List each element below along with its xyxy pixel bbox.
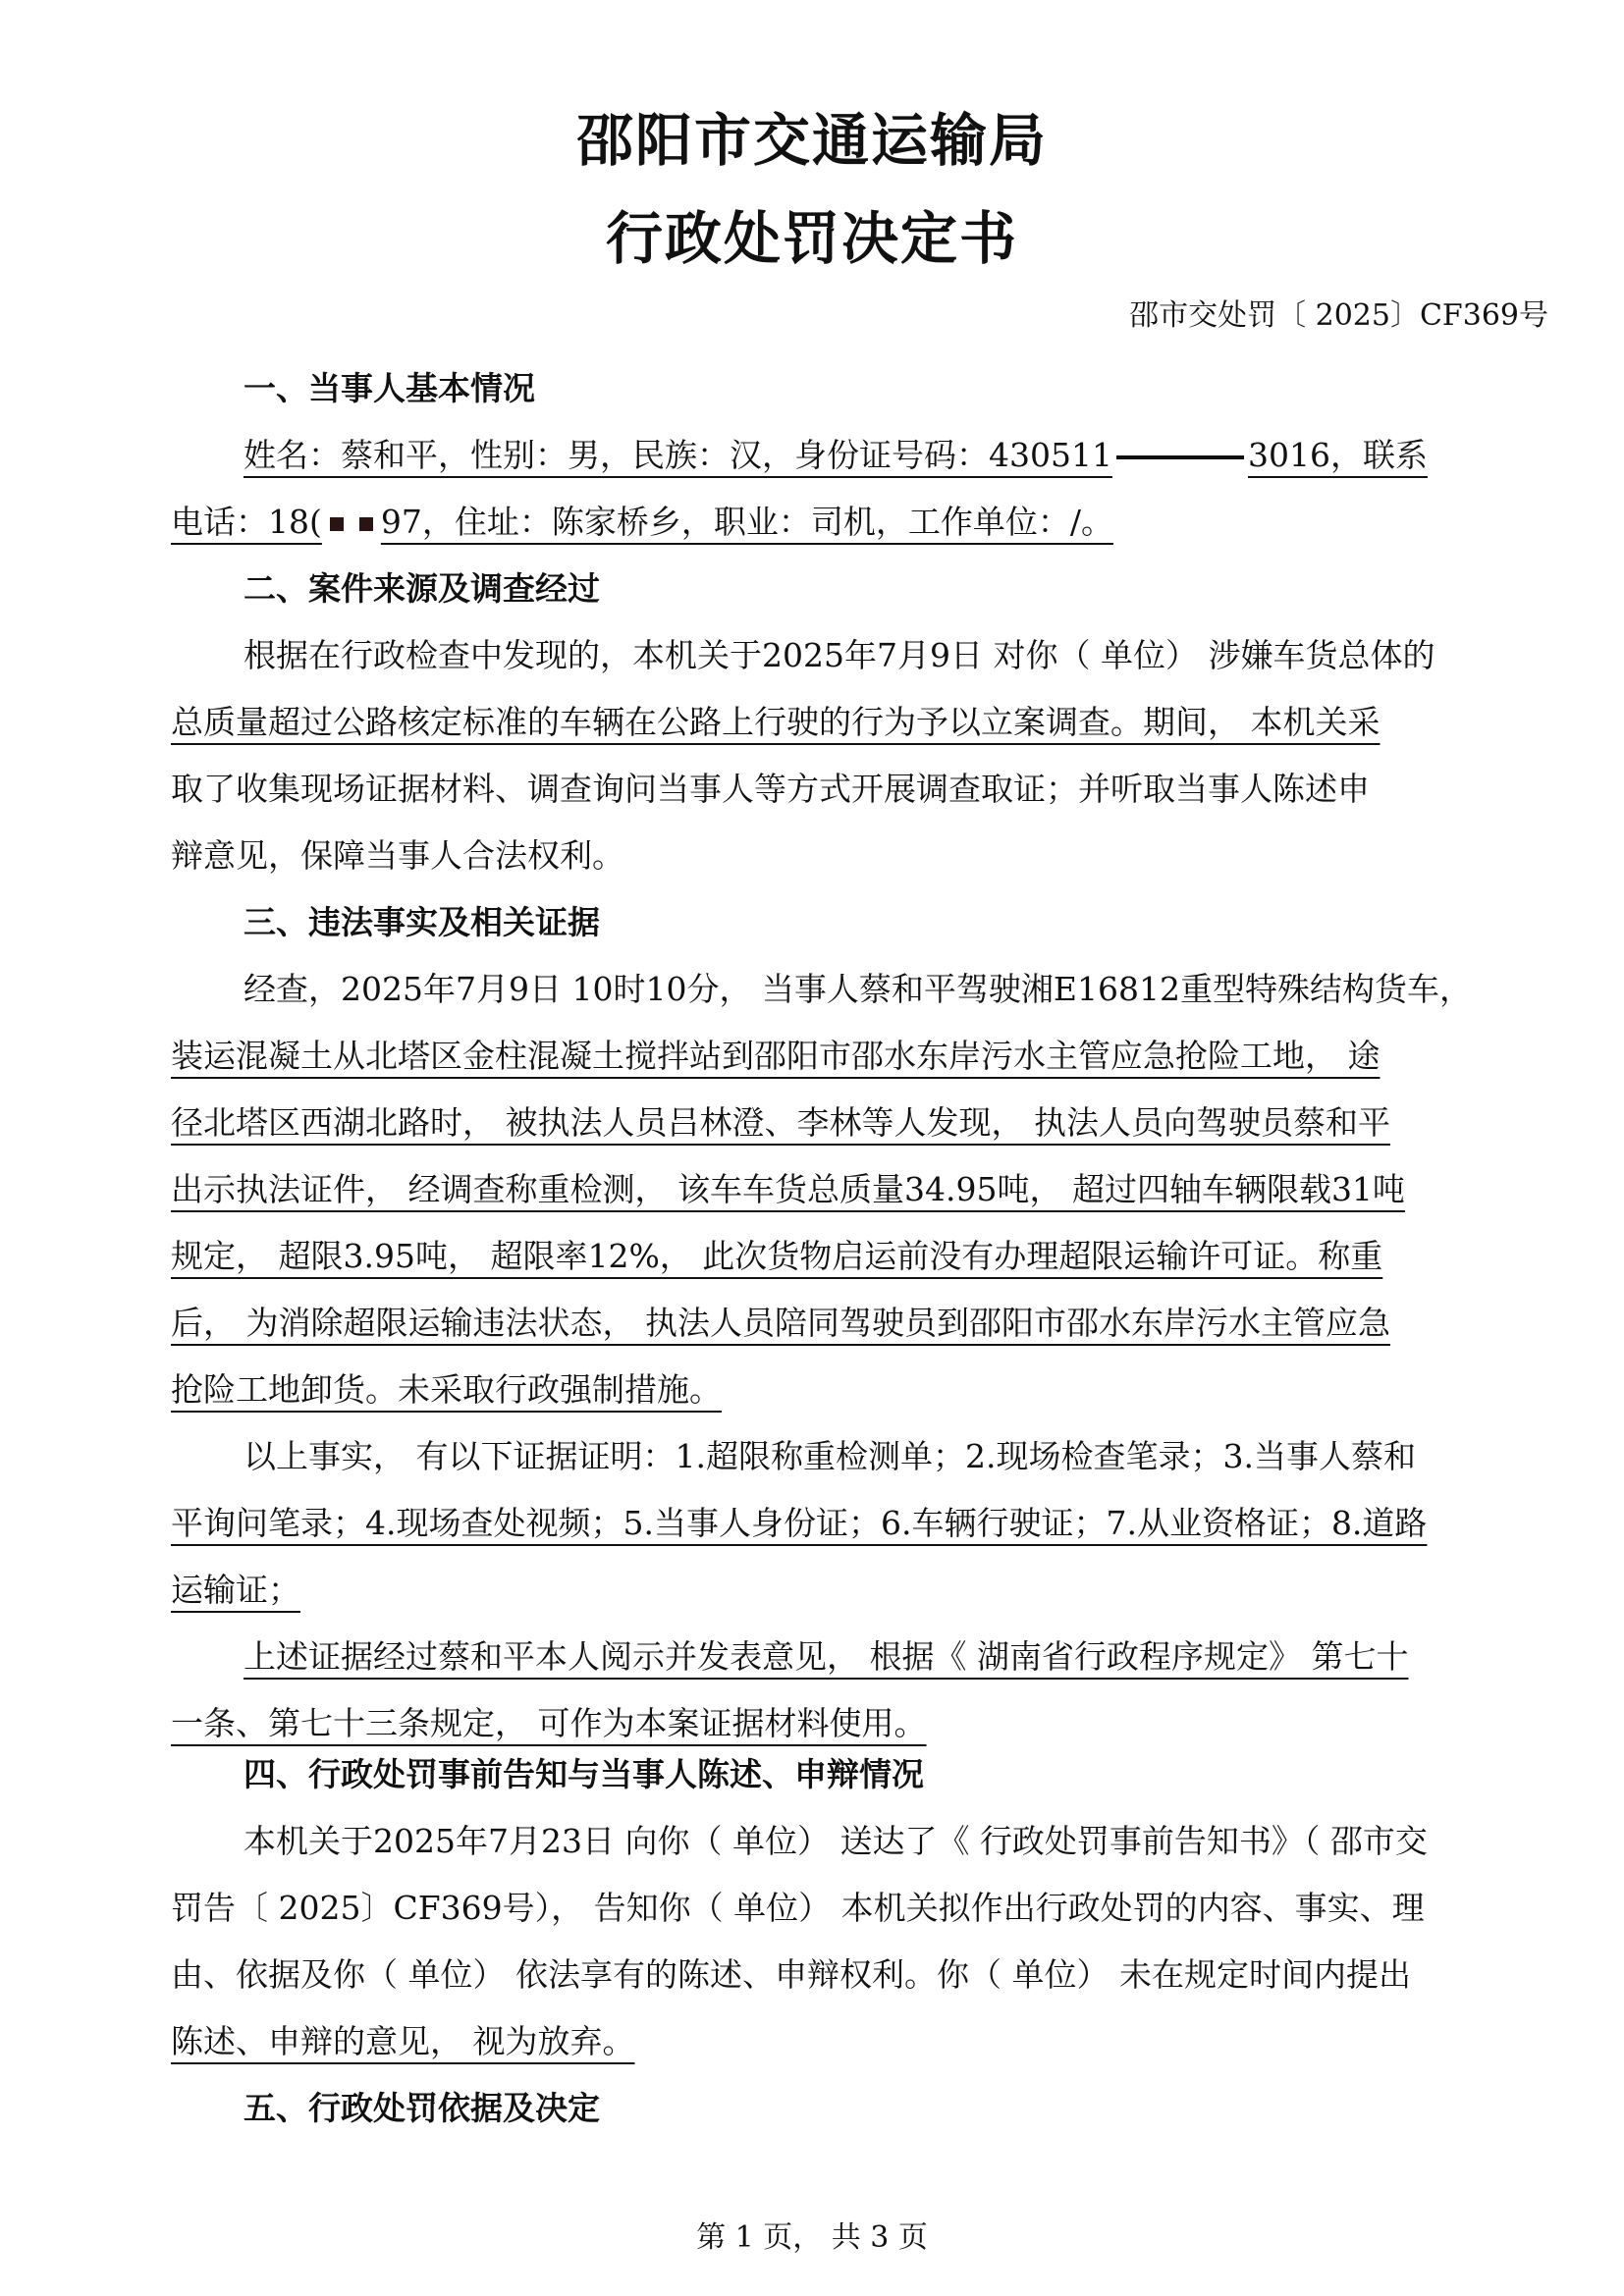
redaction-mark (359, 517, 373, 531)
party-info-text-2a: 电话：18( (171, 503, 322, 541)
section-2 (171, 556, 1545, 889)
paragraph-line: 罚告〔 2025〕CF369号）， 告知你（ 单位） 本机关拟作出行政处罚的内容、事实、理 (171, 1889, 1425, 1927)
paragraph-line: 取了收集现场证据材料、调查询问当事人等方式开展调查取证；并听取当事人陈述申 (171, 770, 1370, 808)
evidence-line: 运输证； (171, 1571, 300, 1609)
paragraph-line: 出示执法证件， 经调查称重检测， 该车车货总质量34.95吨， 超过四轴车辆限载31吨 (171, 1170, 1405, 1208)
paragraph-line: 径北塔区西湖北路时， 被执法人员吕林澄、李林等人发现， 执法人员向驾驶员蔡和平 (171, 1103, 1390, 1142)
section-3-heading: 三、违法事实及相关证据 (244, 903, 600, 941)
section-5-heading: 五、行政处罚依据及决定 (244, 2089, 600, 2127)
party-info-text-1a: 姓名：蔡和平，性别：男，民族：汉，身份证号码：430511 (244, 436, 1112, 474)
section-4 (171, 1741, 1545, 2075)
redaction-mark (330, 517, 344, 531)
paragraph-line: 后， 为消除超限运输违法状态， 执法人员陪同驾驶员到邵阳市邵水东岸污水主管应急 (171, 1304, 1390, 1342)
paragraph-line: 辩意见，保障当事人合法权利。 (171, 836, 624, 875)
section-4-heading: 四、行政处罚事前告知与当事人陈述、申辩情况 (244, 1755, 924, 1793)
document-number: 邵市交处罚〔 2025〕CF369号 (1129, 298, 1548, 333)
redaction-mark (1116, 455, 1244, 459)
section-1-heading: 一、当事人基本情况 (244, 369, 535, 407)
section-2-heading: 二、案件来源及调查经过 (244, 569, 600, 608)
paragraph-line: 装运混凝土从北塔区金柱混凝土搅拌站到邵阳市邵水东岸污水主管应急抢险工地， 途 (171, 1037, 1380, 1075)
section-3 (171, 889, 1545, 1757)
review-line: 上述证据经过蔡和平本人阅示并发表意见， 根据《 湖南省行政程序规定》 第七十 (244, 1637, 1409, 1676)
section-5 (171, 2075, 1545, 2142)
paragraph-line: 规定， 超限3.95吨， 超限率12%， 此次货物启运前没有办理超限运输许可证。称重 (171, 1237, 1383, 1275)
party-info-line-1 (171, 422, 1545, 489)
paragraph-line: 由、依据及你（ 单位） 依法享有的陈述、申辩权利。你（ 单位） 未在规定时间内提出 (171, 1955, 1411, 1994)
paragraph-line: 经查，2025年7月9日 10时10分， 当事人蔡和平驾驶湘E16812重型特殊结构货车， (244, 970, 1473, 1008)
paragraph-line: 总质量超过公路核定标准的车辆在公路上行驶的行为予以立案调查。期间， 本机关采 (171, 703, 1380, 741)
party-info-text-1b: 3016，联系 (1247, 436, 1428, 474)
section-1 (171, 355, 1545, 556)
evidence-line: 平询问笔录；4.现场查处视频；5.当事人身份证；6.车辆行驶证；7.从业资格证；8.道路 (171, 1504, 1428, 1542)
paragraph-line: 抢险工地卸货。未采取行政强制措施。 (171, 1370, 722, 1409)
paragraph-line: 陈述、申辩的意见， 视为放弃。 (171, 2022, 635, 2060)
party-info-line-2 (171, 489, 1545, 556)
agency-title: 邵阳市交通运输局 (575, 107, 1048, 174)
document-title: 行政处罚决定书 (605, 205, 1018, 272)
paragraph-line: 本机关于2025年7月23日 向你（ 单位） 送达了《 行政处罚事前告知书》（ 邵市交 (244, 1822, 1428, 1860)
party-info-text-2b: 97，住址：陈家桥乡，职业：司机，工作单位：/。 (380, 503, 1113, 541)
paragraph-line: 根据在行政检查中发现的，本机关于2025年7月9日 对你（ 单位） 涉嫌车货总体的 (244, 636, 1435, 674)
review-line: 一条、第七十三条规定， 可作为本案证据材料使用。 (171, 1704, 927, 1742)
page-number: 第 1 页， 共 3 页 (696, 2220, 928, 2255)
evidence-line: 以上事实， 有以下证据证明：1.超限称重检测单；2.现场检查笔录；3.当事人蔡和 (244, 1437, 1416, 1475)
